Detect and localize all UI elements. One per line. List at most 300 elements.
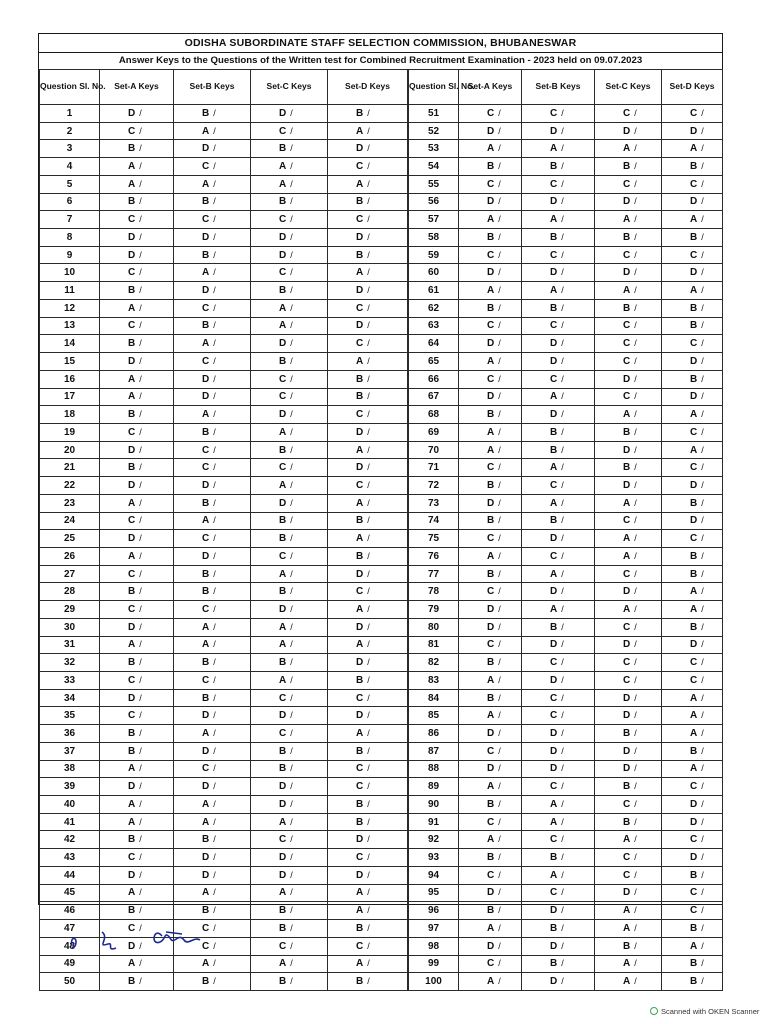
tick-mark-icon: / [701, 905, 704, 916]
set-b-key: D [202, 745, 210, 757]
table-row [40, 140, 408, 158]
set-a-key: A [487, 143, 495, 155]
tick-mark-icon: / [701, 657, 704, 668]
tick-mark-icon: / [290, 922, 293, 933]
question-number: 58 [409, 229, 459, 247]
tick-mark-icon: / [139, 763, 142, 774]
set-c-key-cell [595, 105, 662, 123]
set-d-key: B [690, 320, 698, 332]
tick-mark-icon: / [561, 409, 564, 420]
tick-mark-icon: / [634, 710, 637, 721]
tick-mark-icon: / [561, 249, 564, 260]
set-c-key: B [279, 586, 287, 598]
tick-mark-icon: / [561, 781, 564, 792]
set-d-key: A [356, 639, 364, 651]
table-row [40, 494, 408, 512]
tick-mark-icon: / [634, 958, 637, 969]
set-c-key: D [623, 125, 631, 137]
tick-mark-icon: / [367, 692, 370, 703]
set-a-key-cell [100, 388, 174, 406]
tick-mark-icon: / [367, 373, 370, 384]
set-b-key: A [550, 568, 558, 580]
set-d-key: D [356, 710, 364, 722]
set-a-key: A [487, 550, 495, 562]
set-b-key: D [550, 976, 558, 988]
tick-mark-icon: / [213, 781, 216, 792]
set-a-key: D [487, 728, 495, 740]
tick-mark-icon: / [561, 515, 564, 526]
set-c-key: A [279, 178, 287, 190]
handwritten-signature [66, 918, 226, 958]
set-c-key-cell [251, 512, 328, 530]
set-a-key: D [128, 355, 136, 367]
set-c-key: C [623, 798, 631, 810]
column-header-set-b: Set-B Keys [174, 70, 251, 105]
set-d-key-cell [662, 937, 723, 955]
set-c-key: C [279, 373, 287, 385]
table-row [409, 459, 723, 477]
set-b-key: C [550, 657, 558, 669]
set-d-key-cell [328, 742, 408, 760]
set-d-key: D [356, 657, 364, 669]
tick-mark-icon: / [561, 143, 564, 154]
set-c-key-cell [251, 175, 328, 193]
tick-mark-icon: / [367, 550, 370, 561]
set-b-key: D [550, 196, 558, 208]
set-d-key: D [356, 320, 364, 332]
tick-mark-icon: / [634, 869, 637, 880]
set-b-key: C [202, 355, 210, 367]
set-c-key-cell [595, 441, 662, 459]
tick-mark-icon: / [634, 497, 637, 508]
tick-mark-icon: / [634, 214, 637, 225]
tick-mark-icon: / [701, 816, 704, 827]
question-number: 15 [40, 353, 100, 371]
set-b-key: C [202, 302, 210, 314]
table-row [409, 512, 723, 530]
set-b-key-cell [522, 512, 595, 530]
set-d-key-cell [328, 654, 408, 672]
set-b-key: A [202, 639, 210, 651]
tick-mark-icon: / [213, 586, 216, 597]
question-number: 22 [40, 477, 100, 495]
tick-mark-icon: / [367, 426, 370, 437]
set-c-key: B [279, 196, 287, 208]
set-a-key-cell [459, 937, 522, 955]
set-c-key-cell [595, 494, 662, 512]
set-d-key-cell [328, 955, 408, 973]
set-b-key: B [202, 497, 210, 509]
table-row [40, 902, 408, 920]
set-b-key: C [202, 922, 210, 934]
table-row [409, 707, 723, 725]
set-d-key-cell [328, 618, 408, 636]
set-d-key: D [690, 852, 698, 864]
table-row [40, 725, 408, 743]
set-b-key: B [550, 958, 558, 970]
tick-mark-icon: / [367, 107, 370, 118]
table-row [409, 636, 723, 654]
set-d-key-cell [662, 229, 723, 247]
tick-mark-icon: / [290, 674, 293, 685]
tick-mark-icon: / [139, 373, 142, 384]
question-number: 33 [40, 672, 100, 690]
set-b-key: A [202, 816, 210, 828]
table-row [409, 335, 723, 353]
question-number: 86 [409, 725, 459, 743]
tick-mark-icon: / [498, 515, 501, 526]
table-row [409, 920, 723, 938]
table-row [409, 937, 723, 955]
set-d-key-cell [328, 406, 408, 424]
table-row [40, 211, 408, 229]
question-number: 21 [40, 459, 100, 477]
set-c-key-cell [595, 158, 662, 176]
set-d-key-cell [662, 760, 723, 778]
set-c-key-cell [595, 689, 662, 707]
tick-mark-icon: / [367, 816, 370, 827]
tick-mark-icon: / [634, 355, 637, 366]
table-row [40, 831, 408, 849]
set-c-key: C [623, 320, 631, 332]
tick-mark-icon: / [367, 444, 370, 455]
table-row [409, 406, 723, 424]
table-row [40, 796, 408, 814]
tick-mark-icon: / [290, 143, 293, 154]
set-a-key: D [487, 940, 495, 952]
set-a-key: B [487, 409, 495, 421]
set-b-key-cell [174, 388, 251, 406]
set-c-key-cell [251, 796, 328, 814]
table-row [409, 866, 723, 884]
set-b-key-cell [174, 813, 251, 831]
set-c-key-cell [595, 477, 662, 495]
question-number: 23 [40, 494, 100, 512]
tick-mark-icon: / [634, 178, 637, 189]
set-a-key: C [487, 586, 495, 598]
table-row [409, 264, 723, 282]
table-row [409, 654, 723, 672]
set-c-key: A [623, 958, 631, 970]
question-number: 79 [409, 601, 459, 619]
table-row [40, 229, 408, 247]
set-b-key: A [202, 125, 210, 137]
set-b-key-cell [522, 547, 595, 565]
set-b-key-cell [522, 636, 595, 654]
set-b-key: B [550, 231, 558, 243]
set-a-key-cell [459, 158, 522, 176]
table-row [409, 353, 723, 371]
question-number: 93 [409, 849, 459, 867]
set-c-key: B [623, 231, 631, 243]
question-number: 72 [409, 477, 459, 495]
set-d-key-cell [328, 725, 408, 743]
table-row [409, 122, 723, 140]
set-b-key-cell [174, 636, 251, 654]
set-a-key-cell [459, 884, 522, 902]
set-d-key-cell [328, 884, 408, 902]
question-number: 14 [40, 335, 100, 353]
set-c-key-cell [595, 512, 662, 530]
table-row [409, 796, 723, 814]
set-c-key: D [623, 479, 631, 491]
set-b-key-cell [174, 140, 251, 158]
tick-mark-icon: / [290, 373, 293, 384]
tick-mark-icon: / [139, 852, 142, 863]
set-c-key-cell [595, 796, 662, 814]
set-d-key: B [690, 958, 698, 970]
set-c-key: A [279, 568, 287, 580]
tick-mark-icon: / [367, 338, 370, 349]
tick-mark-icon: / [634, 940, 637, 951]
question-number: 4 [40, 158, 100, 176]
set-b-key: A [550, 285, 558, 297]
set-c-key-cell [595, 973, 662, 991]
set-a-key-cell [100, 494, 174, 512]
set-c-key-cell [251, 193, 328, 211]
tick-mark-icon: / [290, 763, 293, 774]
table-row [40, 707, 408, 725]
tick-mark-icon: / [498, 107, 501, 118]
set-a-key-cell [100, 547, 174, 565]
set-b-key: C [202, 533, 210, 545]
question-number: 12 [40, 299, 100, 317]
set-b-key: C [202, 603, 210, 615]
tick-mark-icon: / [498, 426, 501, 437]
question-number: 66 [409, 370, 459, 388]
set-d-key-cell [662, 583, 723, 601]
set-c-key-cell [595, 335, 662, 353]
table-row [409, 477, 723, 495]
question-number: 83 [409, 672, 459, 690]
set-a-key-cell [459, 264, 522, 282]
tick-mark-icon: / [367, 302, 370, 313]
set-d-key-cell [328, 140, 408, 158]
set-d-key: A [690, 586, 698, 598]
tick-mark-icon: / [561, 267, 564, 278]
set-a-key: B [128, 905, 136, 917]
tick-mark-icon: / [701, 976, 704, 987]
set-b-key-cell [522, 618, 595, 636]
tick-mark-icon: / [213, 958, 216, 969]
tick-mark-icon: / [701, 497, 704, 508]
tick-mark-icon: / [367, 196, 370, 207]
set-a-key: D [128, 533, 136, 545]
set-b-key-cell [522, 601, 595, 619]
table-row [40, 813, 408, 831]
tick-mark-icon: / [634, 267, 637, 278]
set-d-key-cell [662, 849, 723, 867]
question-number: 27 [40, 565, 100, 583]
set-c-key-cell [595, 707, 662, 725]
set-c-key-cell [251, 335, 328, 353]
set-c-key: B [623, 816, 631, 828]
set-b-key: D [550, 639, 558, 651]
set-a-key-cell [100, 707, 174, 725]
tick-mark-icon: / [139, 444, 142, 455]
tick-mark-icon: / [367, 249, 370, 260]
set-a-key: A [128, 373, 136, 385]
set-b-key: C [202, 161, 210, 173]
set-c-key-cell [595, 353, 662, 371]
set-b-key: A [550, 214, 558, 226]
tick-mark-icon: / [701, 763, 704, 774]
set-d-key-cell [328, 760, 408, 778]
tick-mark-icon: / [701, 267, 704, 278]
set-a-key: D [128, 692, 136, 704]
set-a-key-cell [459, 175, 522, 193]
set-a-key-cell [100, 618, 174, 636]
question-number: 49 [40, 955, 100, 973]
set-d-key-cell [662, 423, 723, 441]
table-row [40, 423, 408, 441]
question-number: 36 [40, 725, 100, 743]
set-d-key: B [690, 497, 698, 509]
tick-mark-icon: / [213, 922, 216, 933]
tick-mark-icon: / [213, 692, 216, 703]
tick-mark-icon: / [701, 302, 704, 313]
tick-mark-icon: / [634, 816, 637, 827]
question-number: 30 [40, 618, 100, 636]
tick-mark-icon: / [213, 834, 216, 845]
set-c-key: C [623, 621, 631, 633]
set-d-key: A [356, 603, 364, 615]
set-a-key: B [487, 302, 495, 314]
set-c-key: A [279, 887, 287, 899]
question-number: 44 [40, 866, 100, 884]
column-header-set-c: Set-C Keys [251, 70, 328, 105]
tick-mark-icon: / [498, 692, 501, 703]
table-row [40, 264, 408, 282]
set-a-key: D [487, 196, 495, 208]
set-d-key: D [690, 125, 698, 137]
set-a-key-cell [459, 105, 522, 123]
table-row [409, 282, 723, 300]
set-a-key-cell [459, 299, 522, 317]
tick-mark-icon: / [561, 196, 564, 207]
set-b-key: A [550, 816, 558, 828]
set-d-key: B [356, 107, 364, 119]
set-d-key: C [356, 852, 364, 864]
tick-mark-icon: / [139, 196, 142, 207]
set-d-key-cell [328, 583, 408, 601]
set-a-key-cell [459, 122, 522, 140]
tick-mark-icon: / [290, 781, 293, 792]
set-a-key: D [487, 267, 495, 279]
set-a-key-cell [459, 601, 522, 619]
set-a-key: B [128, 143, 136, 155]
tick-mark-icon: / [498, 533, 501, 544]
set-c-key: B [623, 781, 631, 793]
tick-mark-icon: / [701, 320, 704, 331]
table-row [40, 246, 408, 264]
set-a-key: B [128, 285, 136, 297]
set-b-key-cell [174, 512, 251, 530]
set-d-key: A [690, 728, 698, 740]
set-d-key-cell [662, 477, 723, 495]
tick-mark-icon: / [561, 125, 564, 136]
tick-mark-icon: / [290, 550, 293, 561]
tick-mark-icon: / [290, 798, 293, 809]
set-a-key-cell [459, 547, 522, 565]
set-a-key: C [487, 320, 495, 332]
table-row [40, 618, 408, 636]
set-c-key: D [623, 586, 631, 598]
set-b-key-cell [174, 866, 251, 884]
tick-mark-icon: / [634, 533, 637, 544]
tick-mark-icon: / [367, 391, 370, 402]
set-a-key-cell [459, 565, 522, 583]
tick-mark-icon: / [498, 320, 501, 331]
set-a-key-cell [100, 441, 174, 459]
set-c-key-cell [251, 406, 328, 424]
set-b-key-cell [522, 246, 595, 264]
set-d-key-cell [328, 530, 408, 548]
set-d-key-cell [662, 370, 723, 388]
question-number: 88 [409, 760, 459, 778]
table-row [40, 760, 408, 778]
set-c-key: C [279, 728, 287, 740]
tick-mark-icon: / [701, 355, 704, 366]
tick-mark-icon: / [634, 462, 637, 473]
tick-mark-icon: / [290, 586, 293, 597]
set-b-key-cell [174, 335, 251, 353]
set-a-key: D [487, 603, 495, 615]
set-d-key: D [356, 285, 364, 297]
set-b-key: B [202, 107, 210, 119]
set-c-key-cell [595, 866, 662, 884]
tick-mark-icon: / [367, 763, 370, 774]
set-c-key: D [279, 869, 287, 881]
set-d-key: C [356, 586, 364, 598]
tick-mark-icon: / [634, 798, 637, 809]
tick-mark-icon: / [634, 391, 637, 402]
tick-mark-icon: / [367, 781, 370, 792]
tick-mark-icon: / [367, 976, 370, 987]
question-number: 73 [409, 494, 459, 512]
set-b-key: D [550, 125, 558, 137]
set-c-key-cell [595, 920, 662, 938]
answer-key-table-left [39, 69, 408, 991]
set-b-key-cell [174, 477, 251, 495]
set-c-key-cell [595, 175, 662, 193]
set-b-key-cell [174, 229, 251, 247]
set-c-key-cell [251, 353, 328, 371]
set-b-key: D [550, 409, 558, 421]
tick-mark-icon: / [290, 338, 293, 349]
table-row [40, 530, 408, 548]
tick-mark-icon: / [367, 355, 370, 366]
set-c-key: A [623, 905, 631, 917]
set-a-key-cell [100, 140, 174, 158]
tick-mark-icon: / [561, 479, 564, 490]
set-d-key-cell [328, 494, 408, 512]
tick-mark-icon: / [498, 603, 501, 614]
question-number: 96 [409, 902, 459, 920]
tick-mark-icon: / [561, 639, 564, 650]
tick-mark-icon: / [367, 462, 370, 473]
set-b-key-cell [522, 742, 595, 760]
tick-mark-icon: / [634, 922, 637, 933]
tick-mark-icon: / [290, 905, 293, 916]
tick-mark-icon: / [213, 462, 216, 473]
tick-mark-icon: / [213, 887, 216, 898]
tick-mark-icon: / [290, 196, 293, 207]
set-a-key-cell [459, 353, 522, 371]
set-a-key-cell [100, 973, 174, 991]
question-number: 51 [409, 105, 459, 123]
set-d-key-cell [328, 282, 408, 300]
